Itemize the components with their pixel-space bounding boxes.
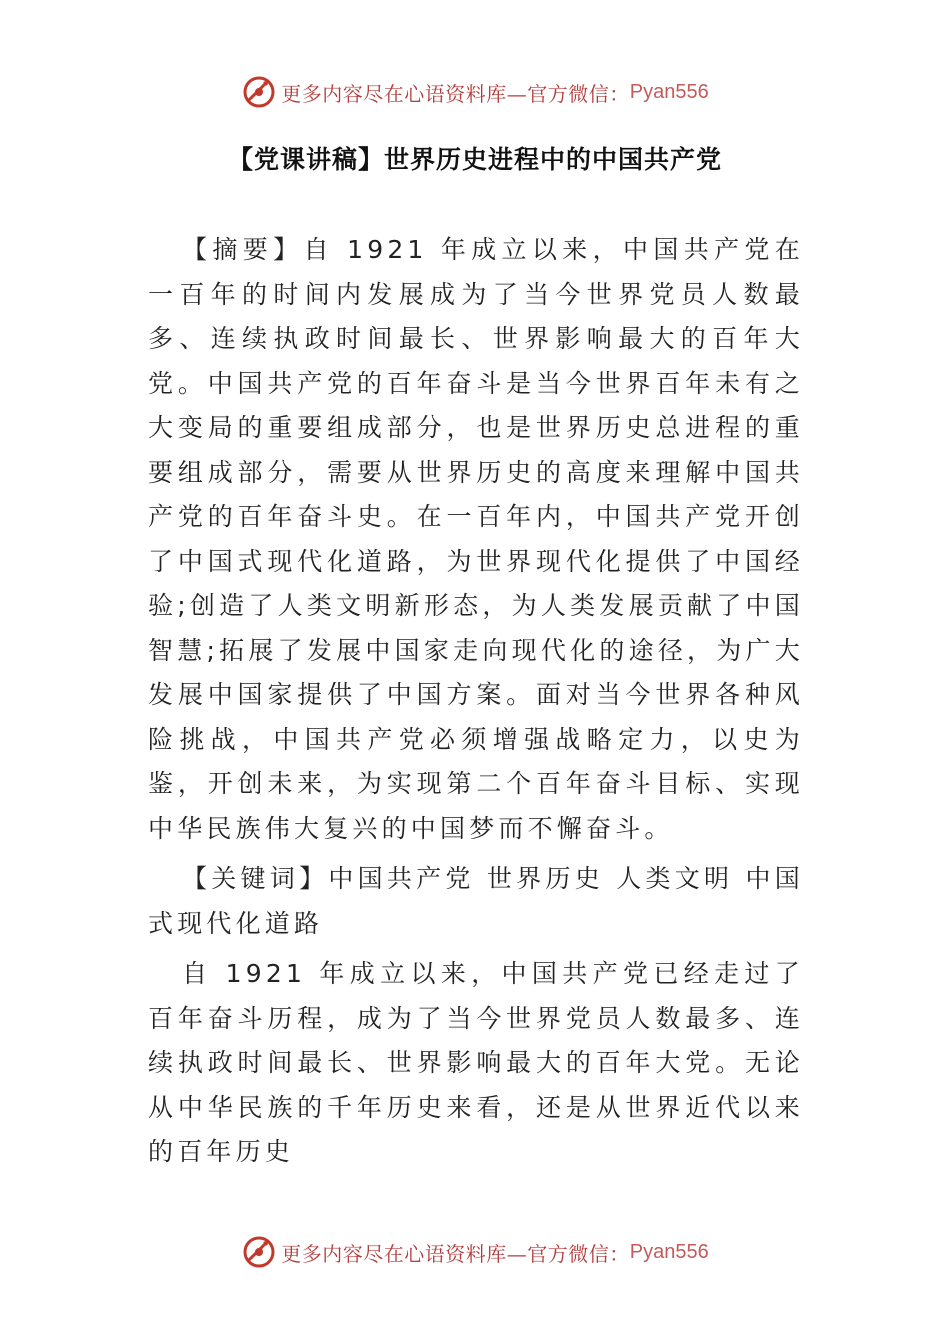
logo-icon	[241, 74, 277, 110]
header-banner	[0, 72, 950, 112]
abstract-paragraph: 【摘要】自 1921 年成立以来，中国共产党在一百年的时间内发展成为了当今世界党员人数最多、连续执政时间最长、世界影响最大的百年大党。中国共产党的百年奋斗是当今世界百年未有之大变局的重要组成部分，也是世界历史总进程的重要组成部分，需要从世界历史的高度来理解中国共产党的百年奋斗史。在一百年内，中国共产党开创了中国式现代化道路，为世界现代化提供了中国经验;创造了人类文明新形态，为人类发展贡献了中国智慧;拓展了发展中国家走向现代化的途径，为广大发展中国家提供了中国方案。面对当今世界各种风险挑战，中国共产党必须增强战略定力，以史为鉴，开创未来，为实现第二个百年奋斗目标、实现中华民族伟大复兴的中国梦而不懈奋斗。	[148, 235, 804, 843]
document-body	[148, 228, 804, 1175]
keywords-paragraph: 【关键词】中国共产党 世界历史 人类文明 中国式现代化道路	[148, 864, 804, 938]
footer-banner-wechat-id: Pyan556	[629, 1240, 709, 1263]
banner-wechat-id: Pyan556	[629, 80, 709, 103]
footer-banner	[0, 1232, 950, 1272]
footer-banner-text: 更多内容尽在心语资料库—官方微信：	[281, 1241, 630, 1266]
banner-text: 更多内容尽在心语资料库—官方微信：	[281, 81, 630, 106]
document-title: 【党课讲稿】世界历史进程中的中国共产党	[227, 145, 722, 174]
body-paragraph: 自 1921 年成立以来，中国共产党已经走过了百年奋斗历程，成为了当今世界党员人数最多、连续执政时间最长、世界影响最大的百年大党。无论从中华民族的千年历史来看，还是从世界近代以来的百年历史	[148, 959, 804, 1166]
logo-icon	[241, 1234, 277, 1270]
